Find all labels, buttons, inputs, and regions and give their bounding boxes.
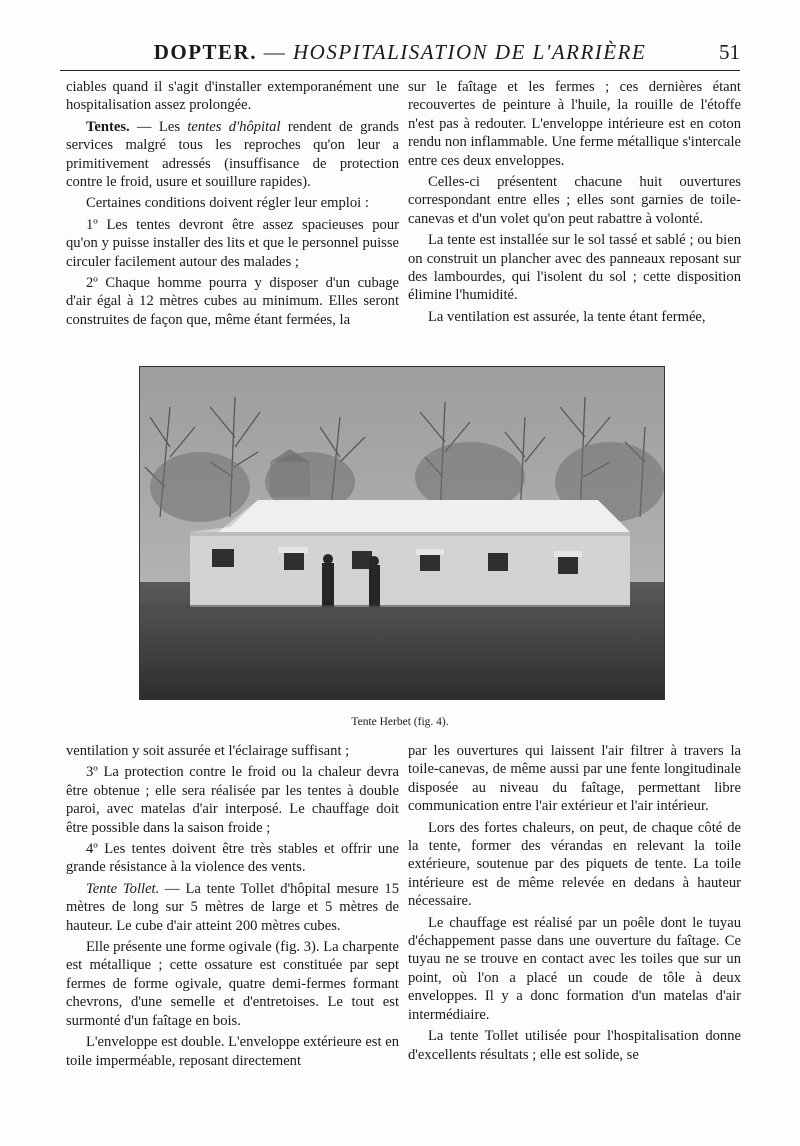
header-author: DOPTER. — [153, 40, 257, 64]
paragraph: Certaines conditions doivent régler leur emploi : — [86, 195, 369, 212]
paragraph: ventilation y soit assurée et l'éclairage suffisant ; — [66, 743, 350, 759]
figure-caption: Tente Herbet (fig. 4). — [351, 716, 449, 728]
header-dash: — — [256, 40, 293, 64]
paragraph: Celles-ci présentent chacune huit ouvertures correspondant entre elles ; elles sont garnies de toile-canevas et d'un volet qu'on peut rabattre à volonté. — [408, 174, 741, 227]
list-item: 4º Les tentes doivent être très stables et offrir une grande résistance à la violence des vents. — [66, 841, 399, 876]
paragraph: Lors des fortes chaleurs, on peut, de chaque côté de la tente, former des vérandas en relevant la toile extérieure, soutenue par des piquets de tente. La toile intérieure est de même relevée en dedans à hauteur nécessaire. — [408, 819, 741, 910]
paragraph: La tente est installée sur le sol tassé et sablé ; ou bien on construit un plancher avec des panneaux reposant sur des lambourdes, qui l'isolent du sol ; cette disposition élimine l'humidité. — [408, 232, 741, 304]
tent-photo-illustration — [140, 367, 664, 699]
column-bottom-right — [408, 742, 741, 1064]
paragraph: La ventilation est assurée, la tente étant fermée, — [428, 308, 706, 325]
running-header — [60, 40, 740, 71]
column-bottom-left — [66, 742, 399, 1070]
paragraph: La tente Tollet utilisée pour l'hospitalisation donne d'excellents résultats ; elle est solide, se — [408, 1028, 741, 1063]
header-title — [60, 40, 740, 65]
list-item: 2º Chaque homme pourra y disposer d'un cubage d'air égal à 12 mètres cubes au minimum. Elles seront construites de façon que, même étant fermées, la — [66, 275, 399, 328]
header-section-title: HOSPITALISATION DE L'ARRIÈRE — [292, 40, 647, 64]
paragraph: par les ouvertures qui laissent l'air filtrer à travers la toile-canevas, de même aussi par une fente longitudinale disposée au niveau du faîtage, permettant libre communication entre l'air extérieur et l'air intérieur. — [408, 743, 741, 815]
paragraph: Tente Tollet. — La tente Tollet d'hôpital mesure 15 mètres de long sur 5 mètres de large et 5 mètres de hauteur. Le cube d'air atteint 200 mètres cubes. — [66, 880, 399, 934]
paragraph: Tentes. — Les tentes d'hôpital rendent de grands services malgré tous les reproches qu'on leur a primitivement adressés (insuffisance de protection contre le froid, usure et souillure rapides). — [66, 118, 399, 191]
list-item: 3º La protection contre le froid ou la chaleur devra être obtenue ; elle sera réalisée par les tentes à double paroi, avec matelas d'air interposé. Le chauffage doit être possible dans la saison froide ; — [66, 764, 399, 836]
page-number: 51 — [719, 40, 740, 64]
paragraph: ciables quand il s'agit d'installer extemporanément une hospitalisation assez prolongée. — [66, 79, 399, 114]
paragraph: L'enveloppe est double. L'enveloppe extérieure est en toile imperméable, reposant directement — [66, 1034, 399, 1069]
tent-photograph — [139, 366, 665, 700]
paragraph: Elle présente une forme ogivale (fig. 3). La charpente est métallique ; cette ossature est constituée par sept fermes de forme ogivale, quatre demi-fermes formant chevrons, d'une semelle et d'entretoises. Le tout est surmonté d'un faîtage en bois. — [66, 939, 399, 1029]
paragraph: sur le faîtage et les fermes ; ces dernières étant recouvertes de peinture à l'huile, la rouille de l'étoffe n'est pas à redouter. L'enveloppe intérieure est en coton rendu non inflammable. Une ferme métallique s'intercale entre ces deux enveloppes. — [408, 79, 741, 169]
column-top-left — [66, 78, 399, 329]
section-heading-tente-tollet: Tente Tollet. — [86, 880, 160, 897]
column-top-right — [408, 78, 741, 326]
section-heading-tentes: Tentes. — [86, 118, 130, 135]
paragraph: Le chauffage est réalisé par un poêle dont le tuyau d'échappement passe dans une ouverture du faîtage. Ce tuyau ne se trouve en contact avec les toiles que sur un point, où l'on a placé un coude de tôle à deux enveloppes. Il y a donc formation d'un matelas d'air intermédiaire. — [408, 914, 741, 1023]
list-item: 1º Les tentes devront être assez spacieuses pour qu'on y puisse installer des lits et que le personnel puisse circuler facilement autour des malades ; — [66, 216, 399, 270]
